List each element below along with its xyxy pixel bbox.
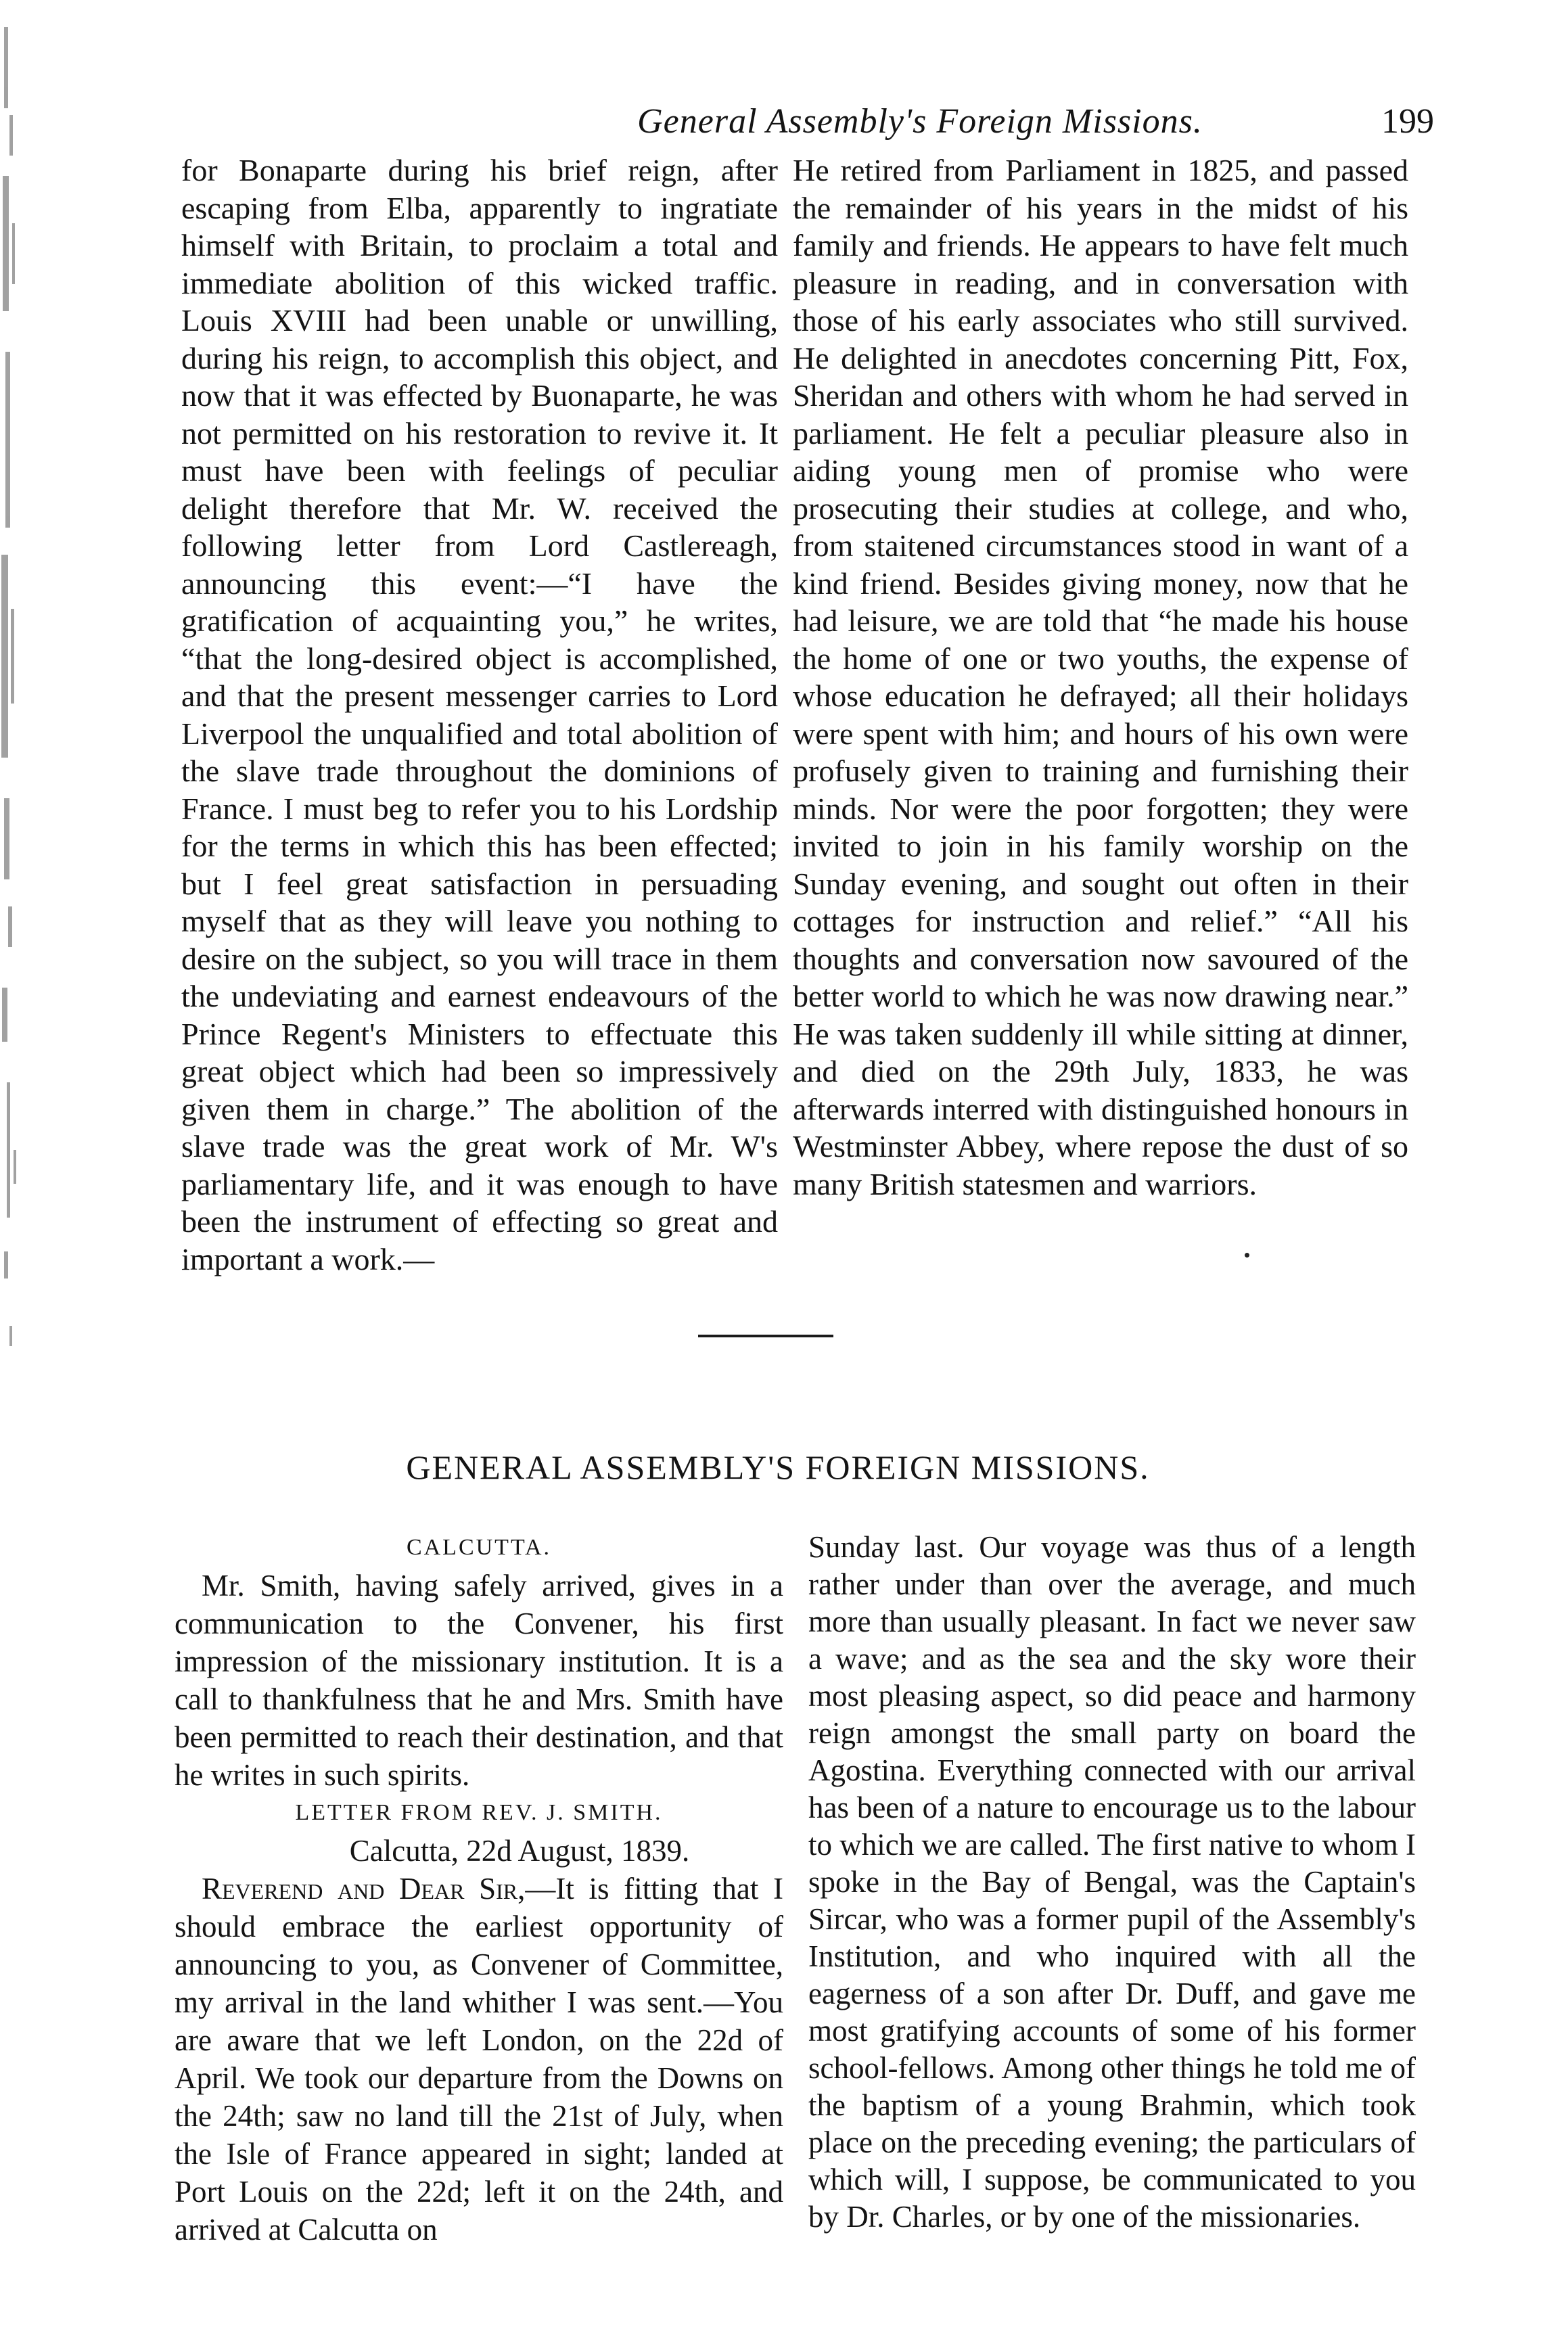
intro-paragraph: Mr. Smith, having safely arrived, gives in a communication to the Convener, his first impression of the missionary institution. It is a call to thankfulness that he and Mrs. Smith have been permitted to reach their destination, and that he writes in such spirits. [175,1569,783,1792]
letter-paragraph [175,1870,783,2249]
running-title: General Assembly's Foreign Missions. [637,102,1203,141]
letter-heading: LETTER FROM REV. J. SMITH. [295,1800,663,1825]
stray-mark [1245,1253,1249,1258]
letter-body: —It is fitting that I should embrace the earliest opportunity of announcing to you, as Convener of Committee, my arrival in the land whither I was sent.—You are aware that we left London, on the 22d of April. We took our departure from the Downs on the 24th; saw no land till the 21st of July, when the Isle of France appeared in sight; landed at Port Louis on the 22d; left it on the 24th, and arrived at Calcutta on [175,1872,783,2247]
page-number: 199 [1381,102,1434,141]
letter-continuation: Sunday last. Our voyage was thus of a length rather under than over the average, and much more than usually pleasant. In fact we never saw a wave; and as the sea and the sky wore their most pleasing aspect, so did peace and harmony reign amongst the small party on board the Agostina. Everything connected with our arrival has been of a nature to encourage us to the labour to which we are called. The first native to whom I spoke in the Bay of Bengal, was the Captain's Sircar, who was a former pupil of the Assembly's Institution, and who inquired with all the eagerness of a son after Dr. Duff, and gave me most gratifying accounts of some of his former school-fellows. Among other things he told me of the baptism of a young Brahmin, which took place on the preceding evening; the particulars of which will, I suppose, be communicated to you by Dr. Charles, or by one of the missionaries. [808,1530,1416,2234]
subheading: CALCUTTA. [406,1535,552,1560]
paragraph: for Bonaparte during his brief reign, after escaping from Elba, apparently to ingratiate himself with Britain, to proclaim a total and immediate abolition of this wicked traffic. Louis XVIII had been unable or unwilling, during his reign, to accomplish this object, and now that it was effected by Buonaparte, he was not permitted on his restoration to revive it. It must have been with feelings of peculiar delight therefore that Mr. W. received the following letter from Lord Castlereagh, announcing this event:—“I have the gratification of acquainting you,” he writes, “that the long-desired object is accomplished, and that the present messenger carries to Lord Liverpool the unqualified and total abolition of the slave trade throughout the dominions of France. I must beg to refer you to his Lordship for the terms in which this has been effected; but I feel great satisfaction in persuading myself that as they will leave you nothing to desire on the subject, so you will trace in them the undeviating and earnest endeavours of the Prince Regent's Ministers to effectuate this great object which had been so impressively given them in charge.” The abolition of the slave trade was the great work of Mr. W's parliamentary life, and it was enough to have been the instrument of effecting so great and important a work.— [181,153,778,1276]
section-title: GENERAL ASSEMBLY'S FOREIGN MISSIONS. [406,1448,1150,1486]
paragraph: He retired from Parliament in 1825, and passed the remainder of his years in the midst of his family and friends. He appears to have felt much pleasure in reading, and in conversation with those of his early associates who still survived. He delighted in anecdotes concerning Pitt, Fox, Sheridan and others with whom he had served in parliament. He felt a peculiar pleasure also in aiding young men of promise who were prosecuting their studies at college, and who, from staitened circumstances stood in want of a kind friend. Besides giving money, now that he had leisure, we are told that “he made his house the home of one or two youths, the expense of whose education he defrayed; all their holidays were spent with him; and hours of his own were profusely given to training and furnishing their minds. Nor were the poor forgotten; they were invited to join in his family worship on the Sunday evening, and sought out often in their cottages for instruction and relief.” “All his thoughts and conversation now savoured of the better world to which he was now drawing near.” He was taken suddenly ill while sitting at dinner, and died on the 29th July, 1833, he was afterwards interred with distinguished honours in Westminster Abbey, where repose the dust of so many British statesmen and warriors. [793,153,1408,1201]
right-column-bottom [808,1529,1416,2236]
left-column-bottom [175,1529,783,2249]
scan-edge-artifacts [0,0,81,2327]
salutation: Reverend and Dear Sir, [202,1872,526,1906]
left-column-top [181,152,778,1278]
right-column-top [793,152,1408,1203]
section-divider [698,1335,833,1337]
letter-dateline: Calcutta, 22d August, 1839. [349,1834,690,1868]
